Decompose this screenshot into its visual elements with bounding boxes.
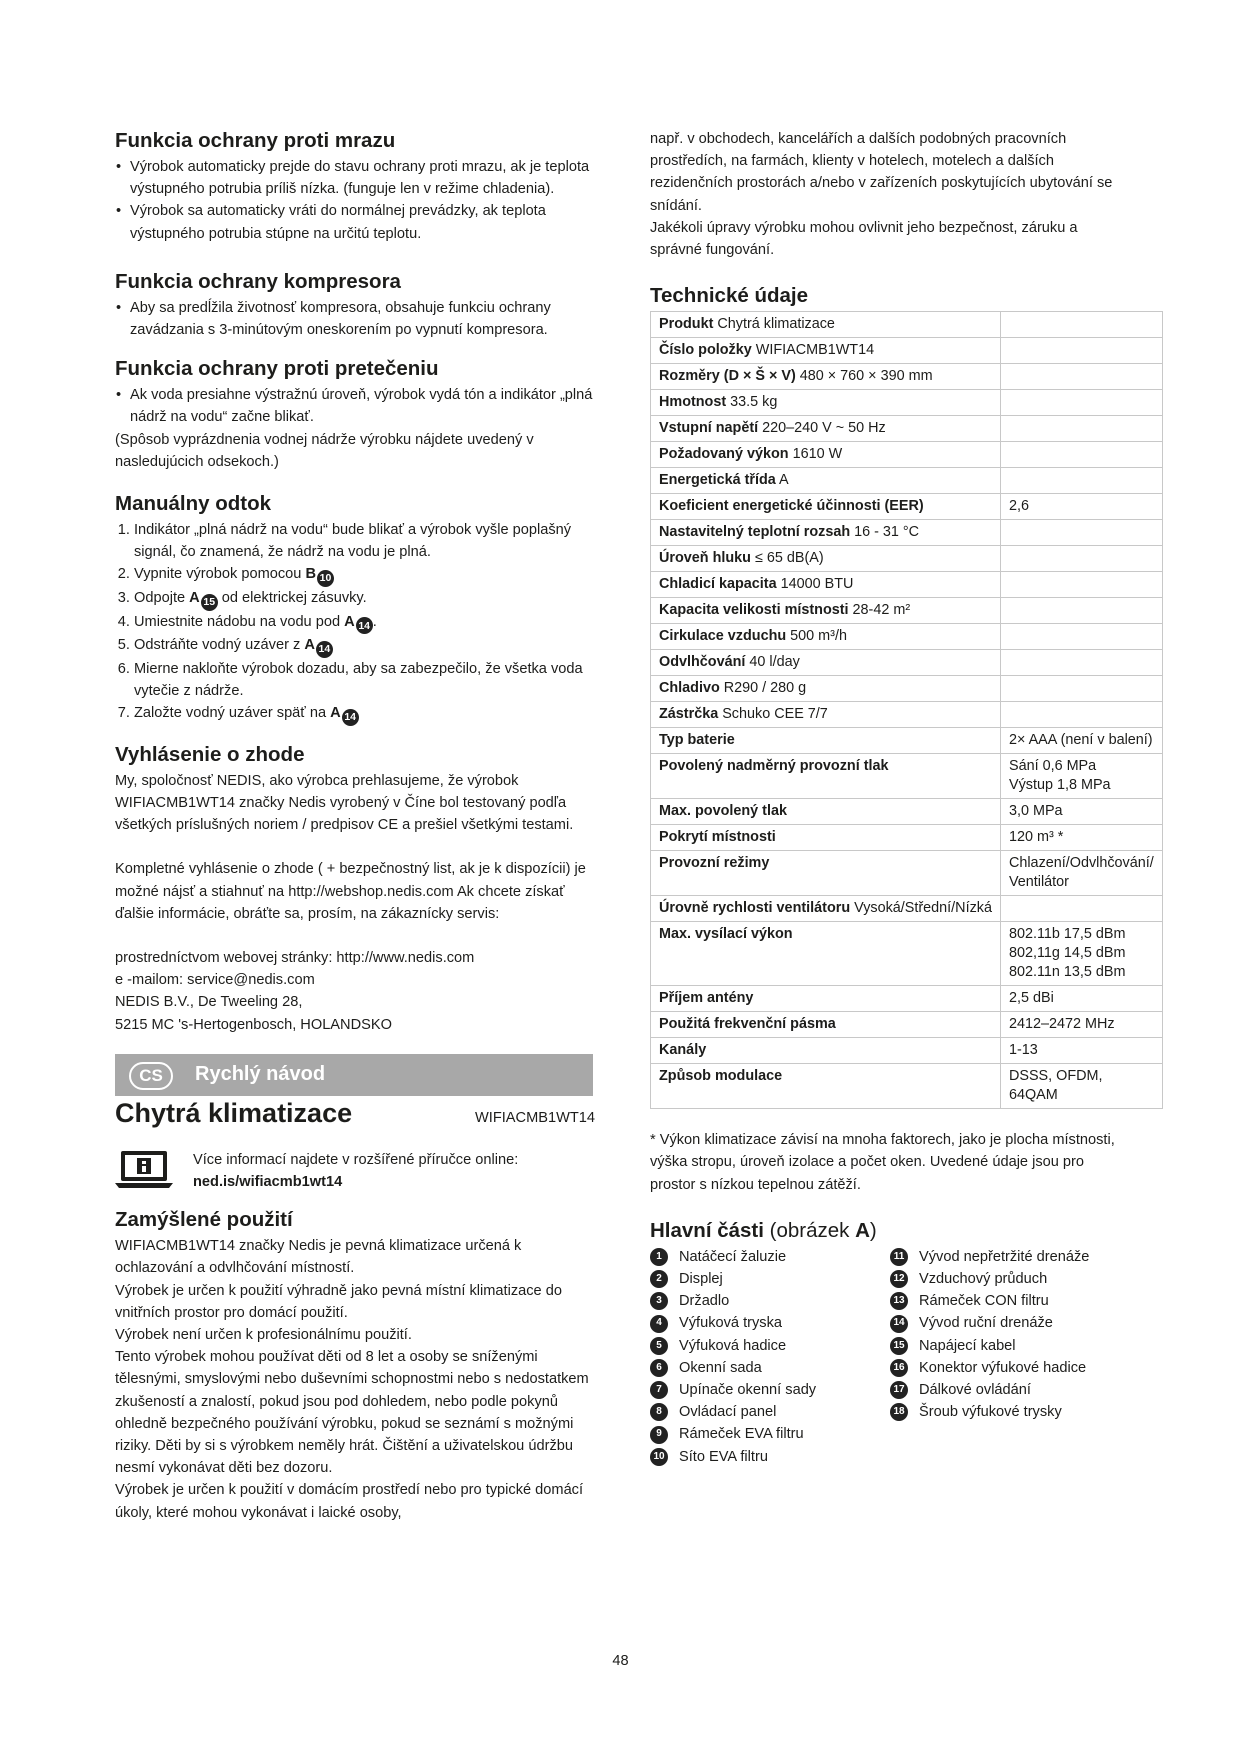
- figure-ref: B: [305, 566, 316, 583]
- spec-value-cell: [1000, 338, 1162, 364]
- table-row: [651, 546, 1163, 572]
- drain-step: 7. Založte vodný uzáver späť na A 14: [134, 702, 595, 726]
- intended-use-text: Výrobek je určen k použití v domácím prostředí nebo pro typické domácí úkoly, které mohou vykonávat i laické osoby,: [115, 1482, 584, 1521]
- part-number-badge: 5: [650, 1337, 668, 1355]
- part-label: Dálkové ovládání: [919, 1382, 1031, 1399]
- spec-label-cell: Rozměry (D × Š × V) 480 × 760 × 390 mm: [651, 364, 1001, 390]
- table-row: [651, 1064, 1163, 1109]
- parts-column: [890, 1246, 1130, 1468]
- specs-heading: Technické údaje: [650, 284, 808, 308]
- part-item: [650, 1312, 890, 1334]
- spec-label-cell: Povolený nadměrný provozní tlak: [651, 754, 1001, 799]
- spec-value-cell: DSSS, OFDM, 64QAM: [1000, 1064, 1162, 1109]
- part-label: Upínače okenní sady: [679, 1382, 817, 1399]
- spec-inline-value: 40 l/day: [749, 654, 800, 671]
- table-row: [651, 442, 1163, 468]
- online-manual-text: Více informací najdete v rozšířené příručce online:: [193, 1151, 519, 1168]
- spec-label-cell: Chladicí kapacita 14000 BTU: [651, 572, 1001, 598]
- part-number-badge: 3: [650, 1292, 668, 1310]
- part-number-badge: 15: [890, 1337, 908, 1355]
- part-number-badge: 9: [650, 1426, 668, 1444]
- intended-use-text: Výrobek není určen k profesionálnímu použití.: [115, 1327, 412, 1344]
- spec-value-cell: [1000, 442, 1162, 468]
- spec-label-cell: Použitá frekvenční pásma: [651, 1012, 1001, 1038]
- part-number-badge: 8: [650, 1403, 668, 1421]
- table-row: [651, 896, 1163, 922]
- spec-label-cell: Produkt Chytrá klimatizace: [651, 312, 1001, 338]
- part-item: [650, 1446, 890, 1468]
- figure-ref: A: [330, 705, 341, 722]
- spec-inline-value: 14000 BTU: [780, 576, 854, 593]
- table-row: [651, 754, 1163, 799]
- list-item: • Aby sa predĺžila životnosť kompresora, obsahuje funkciu ochrany zavádzania s 3-minútovým oneskorením po vypnutí kompresora.: [129, 297, 595, 341]
- table-row: [651, 702, 1163, 728]
- spec-label-cell: Typ baterie: [651, 728, 1001, 754]
- table-row: [651, 825, 1163, 851]
- quick-guide-title: Rychlý návod: [195, 1062, 326, 1085]
- spec-value-cell: Chlazení/Odvlhčování/ Ventilátor: [1000, 851, 1162, 896]
- figure-ref: A: [344, 613, 355, 630]
- part-number-badge: 10: [317, 570, 334, 587]
- part-item: [890, 1335, 1130, 1357]
- part-item: [890, 1290, 1130, 1312]
- part-number-badge: 14: [342, 709, 359, 726]
- spec-inline-value: Chytrá klimatizace: [717, 316, 835, 333]
- spec-label-cell: Zástrčka Schuko CEE 7/7: [651, 702, 1001, 728]
- spec-inline-value: Vysoká/Střední/Nízká: [854, 900, 992, 917]
- spec-label-cell: Kapacita velikosti místnosti 28-42 m²: [651, 598, 1001, 624]
- manual-drain-steps: [115, 519, 595, 726]
- spec-value-cell: [1000, 896, 1162, 922]
- spec-value-cell: 1-13: [1000, 1038, 1162, 1064]
- contact-line: prostredníctvom webovej stránky: http://www.nedis.com: [115, 950, 475, 967]
- spec-label-cell: Odvlhčování 40 l/day: [651, 650, 1001, 676]
- drain-step: 5. Odstráňte vodný uzáver z A 14: [134, 634, 595, 658]
- part-label: Držadlo: [679, 1293, 730, 1310]
- intended-use-heading: Zamýšlené použití: [115, 1208, 293, 1232]
- contact-line: NEDIS B.V., De Tweeling 28,: [115, 994, 303, 1011]
- part-label: Rámeček EVA filtru: [679, 1426, 804, 1443]
- part-label: Vývod nepřetržité drenáže: [919, 1248, 1090, 1265]
- spec-value-cell: [1000, 416, 1162, 442]
- main-parts-list: [650, 1246, 1130, 1468]
- spec-value-cell: [1000, 650, 1162, 676]
- part-label: Šroub výfukové trysky: [919, 1404, 1062, 1421]
- part-item: [890, 1357, 1130, 1379]
- part-number-badge: 14: [316, 641, 333, 658]
- part-item: [650, 1290, 890, 1312]
- part-number-badge: 6: [650, 1359, 668, 1377]
- part-item: [650, 1268, 890, 1290]
- table-row: [651, 922, 1163, 986]
- part-item: [890, 1268, 1130, 1290]
- drain-step: 2. Vypnite výrobok pomocou B 10: [134, 563, 595, 587]
- spec-value-cell: 3,0 MPa: [1000, 799, 1162, 825]
- table-row: [651, 624, 1163, 650]
- language-badge: CS: [129, 1062, 173, 1090]
- specs-footnote: * Výkon klimatizace závisí na mnoha faktorech, jako je plocha místnosti, výška stropu, úroveň izolace a počet oken. Uvedené údaje jsou pro prostor s nízkou tepelnou zátěží.: [650, 1132, 1115, 1193]
- part-label: Napájecí kabel: [919, 1337, 1016, 1354]
- part-label: Ovládací panel: [679, 1404, 777, 1421]
- specs-table: [650, 311, 1163, 1109]
- spec-label-cell: Hmotnost 33.5 kg: [651, 390, 1001, 416]
- spec-inline-value: ≤ 65 dB(A): [754, 550, 824, 567]
- part-item: [650, 1246, 890, 1268]
- spec-value-cell: [1000, 702, 1162, 728]
- spec-label-cell: Energetická třída A: [651, 468, 1001, 494]
- conformity-heading: Vyhlásenie o zhode: [115, 742, 305, 766]
- part-item: [890, 1401, 1130, 1423]
- product-code: WIFIACMB1WT14: [475, 1109, 595, 1126]
- frost-protection-heading: Funkcia ochrany proti mrazu: [115, 129, 396, 152]
- drain-step: 1. Indikátor „plná nádrž na vodu“ bude blikať a výrobok vyšle poplašný signál, čo znamená, že nádrž na vodu je plná.: [134, 519, 595, 563]
- spec-inline-value: Schuko CEE 7/7: [722, 706, 828, 723]
- spec-label-cell: Max. vysílací výkon: [651, 922, 1001, 986]
- contact-line: 5215 MC 's-Hertogenbosch, HOLANDSKO: [115, 1016, 392, 1033]
- part-item: [890, 1312, 1130, 1334]
- part-number-badge: 11: [890, 1248, 908, 1266]
- contact-line: e -mailom: service@nedis.com: [115, 972, 315, 989]
- drain-step: 4. Umiestnite nádobu na vodu pod A 14 .: [134, 611, 595, 635]
- part-number-badge: 14: [890, 1315, 908, 1333]
- spec-inline-value: 1610 W: [792, 446, 843, 463]
- product-title: Chytrá klimatizace: [115, 1097, 353, 1128]
- spec-value-cell: [1000, 312, 1162, 338]
- spec-value-cell: 2,5 dBi: [1000, 986, 1162, 1012]
- spec-value-cell: 120 m³ *: [1000, 825, 1162, 851]
- list-item: • Výrobok sa automaticky vráti do normálnej prevádzky, ak teplota výstupného potrubia stúpne na určitú teplotu.: [129, 200, 595, 244]
- list-item: • Ak voda presiahne výstražnú úroveň, výrobok vydá tón a indikátor „plná nádrž na vodu“ začne blikať.: [129, 384, 595, 428]
- manual-drain-section: [115, 491, 595, 726]
- overflow-protection-list: [115, 384, 595, 428]
- part-item: [890, 1379, 1130, 1401]
- table-row: [651, 520, 1163, 546]
- product-header: [115, 1098, 595, 1129]
- part-item: [650, 1401, 890, 1423]
- spec-label-cell: Příjem antény: [651, 986, 1001, 1012]
- spec-value-cell: 2,6: [1000, 494, 1162, 520]
- list-item: • Výrobok automaticky prejde do stavu ochrany proti mrazu, ak je teplota výstupného potrubia príliš nízka. (funguje len v režime chladenia).: [129, 156, 595, 200]
- part-label: Vývod ruční drenáže: [919, 1315, 1053, 1332]
- frost-protection-section: [115, 128, 595, 245]
- part-item: [650, 1357, 890, 1379]
- quick-guide-banner: [115, 1054, 593, 1096]
- spec-inline-value: 480 × 760 × 390 mm: [799, 368, 933, 385]
- conformity-section: [115, 742, 595, 1036]
- drain-step: 6. Mierne nakloňte výrobok dozadu, aby sa zabezpečilo, že všetka voda vytečie z nádrže.: [134, 658, 595, 702]
- spec-value-cell: [1000, 546, 1162, 572]
- spec-value-cell: [1000, 520, 1162, 546]
- frost-protection-list: [115, 156, 595, 245]
- spec-label-cell: Požadovaný výkon 1610 W: [651, 442, 1001, 468]
- part-label: Síto EVA filtru: [679, 1448, 768, 1465]
- spec-value-cell: [1000, 364, 1162, 390]
- part-number-badge: 10: [650, 1448, 668, 1466]
- intended-use-continued: např. v obchodech, kancelářích a dalších podobných pracovních prostředích, na farmách, klienty v hotelech, motelech a dalších rezidenčních prostorách a/nebo v zařízeních poskytujících ubytování se snídání.: [650, 131, 1113, 214]
- table-row: [651, 598, 1163, 624]
- intended-use-continued: Jakékoli úpravy výrobku mohou ovlivnit jeho bezpečnost, záruku a správné fungování.: [650, 219, 1078, 259]
- part-label: Výfuková tryska: [679, 1315, 783, 1332]
- intended-use-text: WIFIACMB1WT14 značky Nedis je pevná klimatizace určená k ochlazování a odvlhčování místností.: [115, 1238, 522, 1277]
- part-label: Konektor výfukové hadice: [919, 1359, 1087, 1376]
- spec-label-cell: Nastavitelný teplotní rozsah 16 - 31 °C: [651, 520, 1001, 546]
- table-row: [651, 1038, 1163, 1064]
- spec-label-cell: Provozní režimy: [651, 851, 1001, 896]
- spec-label-cell: Chladivo R290 / 280 g: [651, 676, 1001, 702]
- table-row: [651, 312, 1163, 338]
- compressor-protection-section: [115, 269, 595, 341]
- spec-label-cell: Koeficient energetické účinnosti (EER): [651, 494, 1001, 520]
- spec-inline-value: 16 - 31 °C: [854, 524, 920, 541]
- parts-column: [650, 1246, 890, 1468]
- table-row: [651, 338, 1163, 364]
- spec-value-cell: Sání 0,6 MPa Výstup 1,8 MPa: [1000, 754, 1162, 799]
- spec-value-cell: [1000, 572, 1162, 598]
- overflow-protection-heading: Funkcia ochrany proti pretečeniu: [115, 357, 439, 381]
- intended-use-text: Výrobek je určen k použití výhradně jako pevná místní klimatizace do vnitřních prostor pro domácí použití.: [115, 1282, 562, 1321]
- table-row: [651, 986, 1163, 1012]
- spec-label-cell: Číslo položky WIFIACMB1WT14: [651, 338, 1001, 364]
- part-label: Displej: [679, 1271, 723, 1288]
- drain-step: 3. Odpojte A 15 od elektrickej zásuvky.: [134, 587, 595, 611]
- laptop-info-icon: [115, 1149, 173, 1189]
- spec-label-cell: Způsob modulace: [651, 1064, 1001, 1109]
- table-row: [651, 572, 1163, 598]
- spec-value-cell: 2× AAA (není v balení): [1000, 728, 1162, 754]
- part-number-badge: 16: [890, 1359, 908, 1377]
- spec-label-cell: Kanály: [651, 1038, 1001, 1064]
- part-label: Výfuková hadice: [679, 1337, 787, 1354]
- table-row: [651, 468, 1163, 494]
- page-number: 48: [612, 1653, 629, 1669]
- table-row: [651, 676, 1163, 702]
- table-row: [651, 364, 1163, 390]
- part-number-badge: 14: [356, 617, 373, 634]
- part-number-badge: 18: [890, 1403, 908, 1421]
- online-manual-info: [115, 1149, 595, 1193]
- part-label: Vzduchový průduch: [919, 1271, 1048, 1288]
- table-row: [651, 1012, 1163, 1038]
- table-row: [651, 494, 1163, 520]
- part-number-badge: 2: [650, 1270, 668, 1288]
- main-parts-heading: Hlavní části (obrázek A): [650, 1218, 877, 1242]
- right-column: [650, 128, 1154, 1468]
- part-item: [650, 1423, 890, 1445]
- part-label: Natáčecí žaluzie: [679, 1248, 787, 1265]
- table-row: [651, 799, 1163, 825]
- spec-label-cell: Úroveň hluku ≤ 65 dB(A): [651, 546, 1001, 572]
- spec-inline-value: R290 / 280 g: [723, 680, 807, 697]
- spec-label-cell: Vstupní napětí 220–240 V ~ 50 Hz: [651, 416, 1001, 442]
- spec-inline-value: 220–240 V ~ 50 Hz: [762, 420, 886, 437]
- spec-value-cell: 2412–2472 MHz: [1000, 1012, 1162, 1038]
- table-row: [651, 728, 1163, 754]
- part-number-badge: 1: [650, 1248, 668, 1266]
- spec-value-cell: [1000, 390, 1162, 416]
- part-number-badge: 7: [650, 1381, 668, 1399]
- spec-value-cell: [1000, 624, 1162, 650]
- conformity-paragraph: My, spoločnosť NEDIS, ako výrobca prehlasujeme, že výrobok WIFIACMB1WT14 značky Nedis vyrobený v Číne bol testovaný podľa všetkých príslušných noriem / predpisov CE a prešiel všetkými testami.: [115, 772, 574, 834]
- compressor-protection-heading: Funkcia ochrany kompresora: [115, 269, 401, 293]
- part-item: [890, 1246, 1130, 1268]
- spec-value-cell: [1000, 468, 1162, 494]
- part-number-badge: 12: [890, 1270, 908, 1288]
- part-number-badge: 15: [201, 594, 218, 611]
- part-item: [650, 1379, 890, 1401]
- table-row: [651, 851, 1163, 896]
- spec-label-cell: Pokrytí místnosti: [651, 825, 1001, 851]
- spec-value-cell: [1000, 676, 1162, 702]
- part-number-badge: 13: [890, 1292, 908, 1310]
- intended-use-section: [115, 1207, 595, 1524]
- spec-value-cell: 802.11b 17,5 dBm 802,11g 14,5 dBm 802.11n 13,5 dBm: [1000, 922, 1162, 986]
- online-manual-link[interactable]: ned.is/wifiacmb1wt14: [193, 1174, 343, 1191]
- conformity-paragraph: Kompletné vyhlásenie o zhode ( + bezpečnostný list, ak je k dispozícii) je možné nájsť a stiahnuť na http://webshop.nedis.com Ak chcete získať ďalšie informácie, obráťte sa, prosím, na zákaznícky servis:: [115, 861, 586, 922]
- part-number-badge: 4: [650, 1315, 668, 1333]
- spec-inline-value: 500 m³/h: [790, 628, 847, 645]
- overflow-protection-section: [115, 356, 595, 473]
- overflow-note: (Spôsob vyprázdnenia vodnej nádrže výrobku nájdete uvedený v nasledujúcich odsekoch.): [115, 431, 534, 470]
- compressor-protection-list: [115, 297, 595, 341]
- spec-label-cell: Cirkulace vzduchu 500 m³/h: [651, 624, 1001, 650]
- spec-label-cell: Max. povolený tlak: [651, 799, 1001, 825]
- figure-ref: A: [304, 637, 315, 654]
- left-column: [115, 128, 595, 1524]
- table-row: [651, 416, 1163, 442]
- spec-value-cell: [1000, 598, 1162, 624]
- spec-label-cell: Úrovně rychlosti ventilátoru Vysoká/Střední/Nízká: [651, 896, 1001, 922]
- spec-inline-value: 28-42 m²: [852, 602, 911, 619]
- part-label: Okenní sada: [679, 1359, 762, 1376]
- spec-inline-value: 33.5 kg: [730, 394, 778, 411]
- spec-inline-value: A: [779, 472, 789, 489]
- table-row: [651, 650, 1163, 676]
- part-item: [650, 1335, 890, 1357]
- part-number-badge: 17: [890, 1381, 908, 1399]
- manual-drain-heading: Manuálny odtok: [115, 492, 272, 516]
- table-row: [651, 390, 1163, 416]
- figure-ref: A: [189, 590, 200, 607]
- part-label: Rámeček CON filtru: [919, 1293, 1049, 1310]
- spec-inline-value: WIFIACMB1WT14: [755, 342, 875, 359]
- intended-use-text: Tento výrobek mohou používat děti od 8 let a osoby se sníženými tělesnými, smyslovými nebo duševními schopnostmi nebo s nedostatkem zkušeností a znalostí, pokud jsou pod dohledem, nebo podle pokynů ohledně bezpečného používání výrobku, pokud se seznámí s možnými riziky. Děti by si s výrobkem neměly hrát. Čištění a uživatelskou údržbu nesmí vykonávat děti bez dozoru.: [115, 1349, 589, 1477]
